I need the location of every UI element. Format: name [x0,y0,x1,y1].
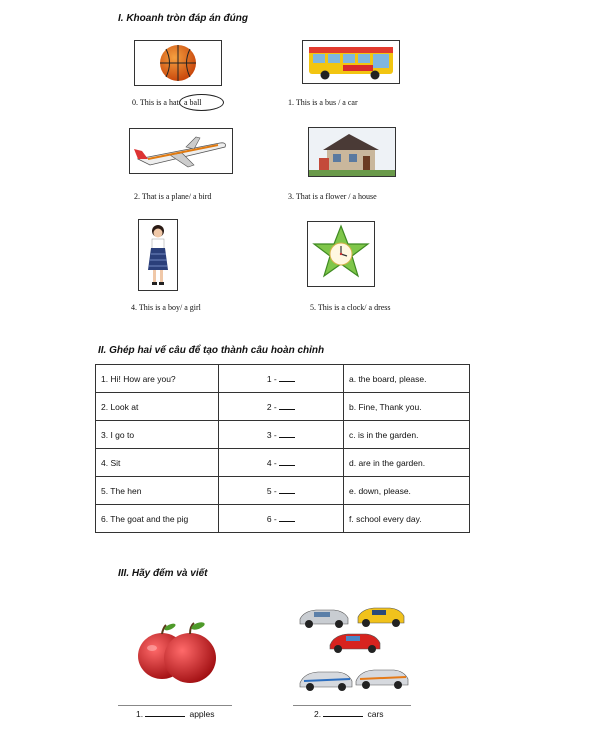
plane-picture [129,128,233,174]
ball-picture [134,40,222,86]
item3-caption: 3. That is a flower / a house [288,192,377,201]
table-row [96,365,470,393]
cars-icon [296,603,412,699]
answer-blank[interactable] [279,485,295,494]
count-answer-1[interactable] [136,709,215,719]
table-row [96,505,470,533]
table-row [96,477,470,505]
answer-number: 4 - [266,458,277,468]
count-number: 1. [136,709,144,719]
count-number: 2. [314,709,322,719]
item5-caption: 5. This is a clock/ a dress [310,303,391,312]
circled-answer [181,98,205,107]
bus-picture [302,40,400,84]
clock-picture [307,221,375,287]
left-part: 1. Hi! How are you? [96,365,219,393]
item2-caption: 2. That is a plane/ a bird [134,192,212,201]
answer-blank[interactable] [279,373,295,382]
answer-number: 2 - [266,402,277,412]
count-answer-2[interactable] [314,709,384,719]
left-part: 6. The goat and the pig [96,505,219,533]
answer-cell[interactable] [219,449,344,477]
table-row [96,393,470,421]
right-part: c. is in the garden. [344,421,470,449]
answer-cell[interactable] [219,393,344,421]
count-word: apples [189,709,215,719]
section3-heading: III. Hãy đếm và viết [118,568,208,579]
right-part: d. are in the garden. [344,449,470,477]
section1-heading: I. Khoanh tròn đáp án đúng [118,13,248,24]
apples-icon [132,618,224,686]
clock-icon [308,222,374,286]
right-part: b. Fine, Thank you. [344,393,470,421]
item1-caption: 1. This is a bus / a car [288,98,358,107]
answer-line-2 [293,705,411,706]
house-picture [308,127,396,177]
bus-icon [303,41,399,83]
girl-picture [138,219,178,291]
left-part: 5. The hen [96,477,219,505]
plane-icon [130,129,232,173]
answer-cell[interactable] [219,505,344,533]
table-row [96,421,470,449]
girl-icon [139,220,177,290]
answer-cell[interactable] [219,421,344,449]
answer-cell[interactable] [219,477,344,505]
item0-prefix: 0. This is a hat/ [132,98,181,107]
answer-number: 5 - [266,486,277,496]
answer-blank[interactable] [279,401,295,410]
left-part: 3. I go to [96,421,219,449]
count-blank[interactable] [323,709,363,717]
circled-answer-text: a ball [183,98,202,107]
item0-caption [132,98,205,107]
ball-icon [135,41,221,85]
answer-blank[interactable] [279,457,295,466]
right-part: a. the board, please. [344,365,470,393]
answer-number: 6 - [266,514,277,524]
right-part: f. school every day. [344,505,470,533]
answer-line-1 [118,705,232,706]
answer-blank[interactable] [279,429,295,438]
table-row [96,449,470,477]
answer-blank[interactable] [279,513,295,522]
answer-circle [179,94,224,111]
count-blank[interactable] [145,709,185,717]
answer-cell[interactable] [219,365,344,393]
answer-number: 3 - [266,430,277,440]
count-word: cars [367,709,384,719]
section2-heading: II. Ghép hai vế câu để tạo thành câu hoàn chỉnh [98,345,325,356]
item4-caption: 4. This is a boy/ a girl [131,303,201,312]
right-part: e. down, please. [344,477,470,505]
house-icon [309,128,395,176]
answer-number: 1 - [266,374,277,384]
left-part: 2. Look at [96,393,219,421]
matching-table [95,364,470,533]
left-part: 4. Sit [96,449,219,477]
